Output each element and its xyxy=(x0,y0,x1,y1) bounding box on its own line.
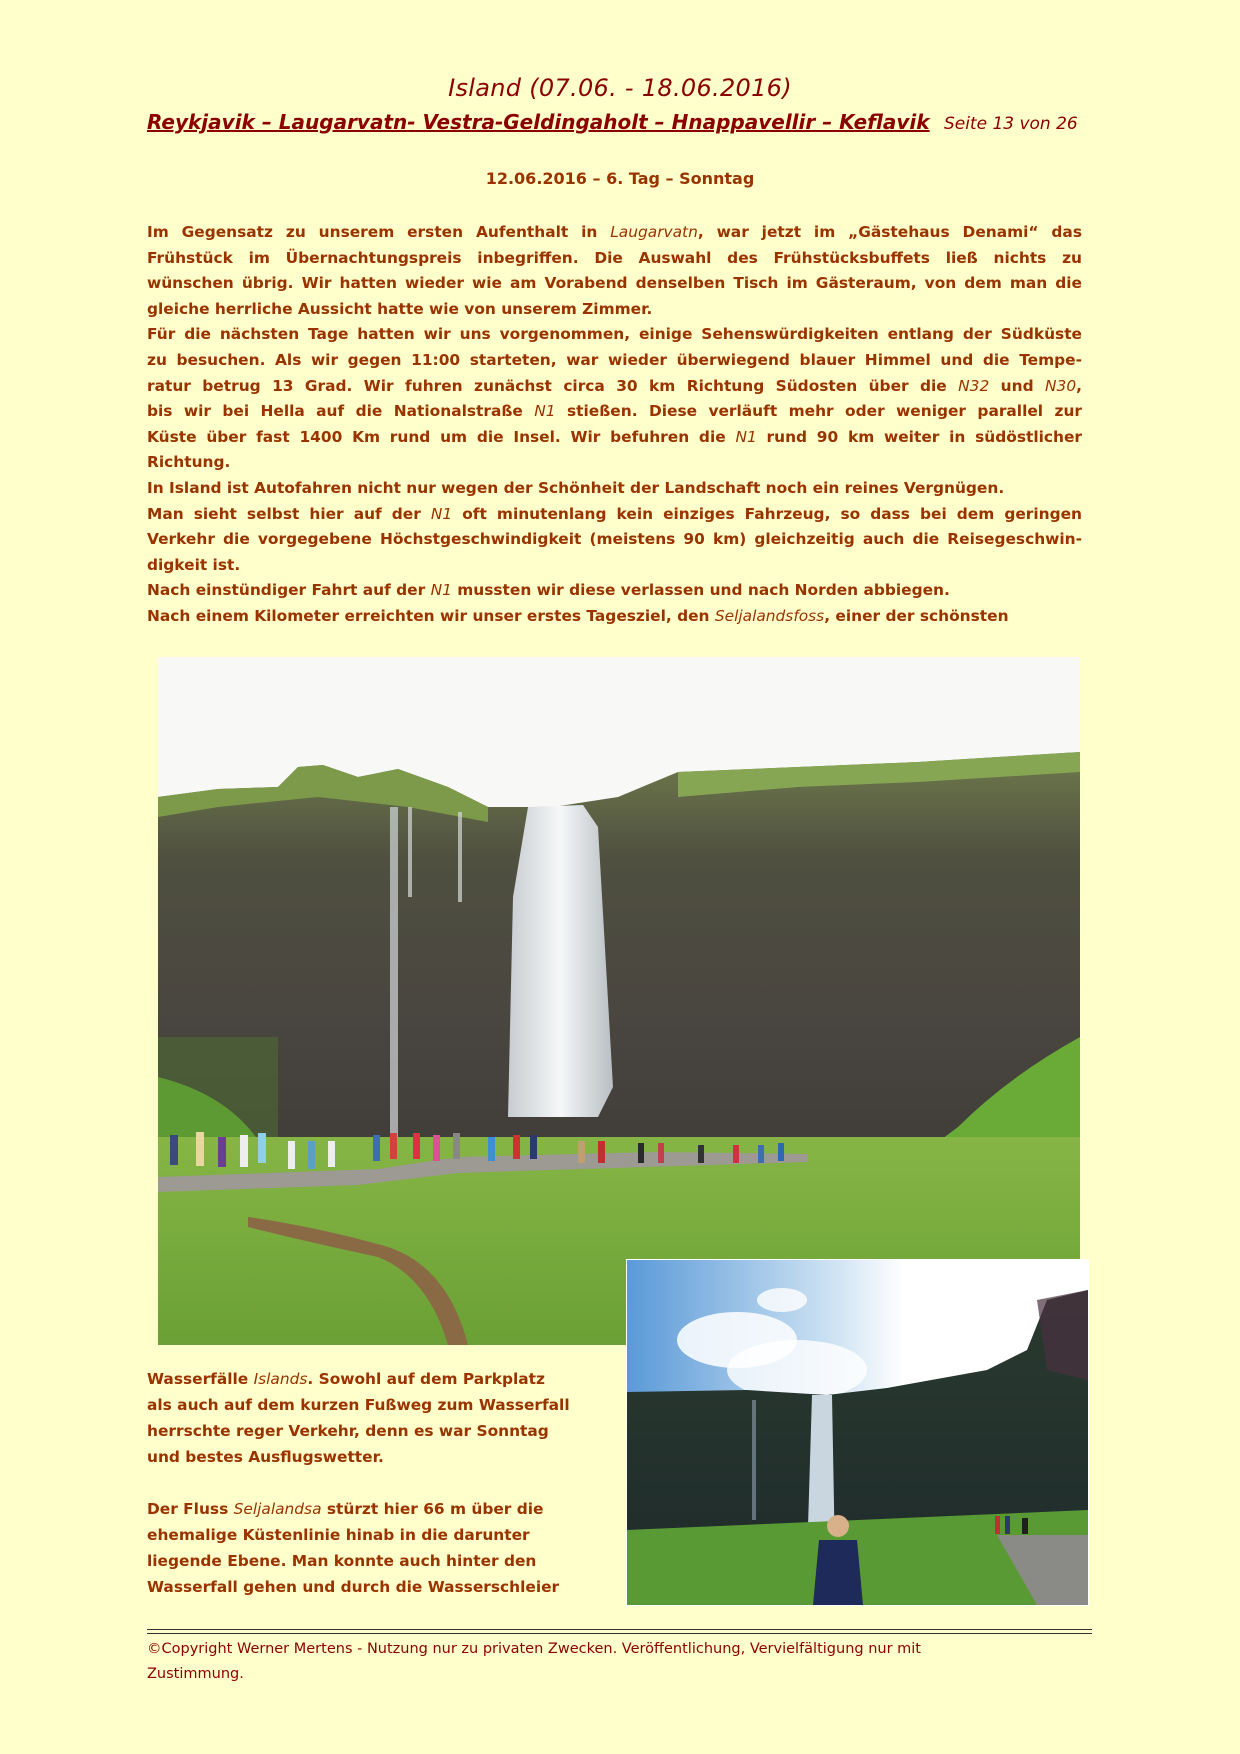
waterfall-photo-main xyxy=(158,657,1080,1345)
italic-term: Seljalandsa xyxy=(233,1500,322,1518)
italic-term: Seljalandsfoss xyxy=(714,606,825,625)
route-subtitle xyxy=(147,110,1097,134)
text-line: Frühstück im Übernachtungspreis inbegriffen. Die Auswahl des Frühstücksbuffets ließ nichts zu xyxy=(147,248,1082,267)
page-indicator: Seite 13 von 26 xyxy=(943,114,1078,134)
day-heading: 12.06.2016 – 6. Tag – Sonntag xyxy=(485,169,755,188)
text-line: Für die nächsten Tage hatten wir uns vorgenommen, einige Sehenswürdigkeiten entlang der Südküste xyxy=(147,325,1082,344)
text-line: In Island ist Autofahren nicht nur wegen der Schönheit der Landschaft noch ein reines Vergnügen. xyxy=(147,478,1005,497)
photo-seljalandsfoss-portrait xyxy=(627,1260,1088,1605)
text-line: Wasserfälle Islands. Sowohl auf dem Parkplatz xyxy=(147,1370,545,1388)
text-line: digkeit ist. xyxy=(147,555,241,574)
italic-term: N1 xyxy=(430,504,453,523)
text-line: und bestes Ausflugswetter. xyxy=(147,1448,384,1466)
text-line: Wasserfall gehen und durch die Wasserschleier xyxy=(147,1578,560,1596)
text-line: ratur betrug 13 Grad. Wir fuhren zunächst circa 30 km Richtung Südosten über die N32 und N30, xyxy=(147,376,1082,395)
paragraph-gap xyxy=(147,1470,607,1496)
text-line: Nach einstündiger Fahrt auf der N1 mussten wir diese verlassen und nach Norden abbiegen. xyxy=(147,581,950,600)
italic-term: N32 xyxy=(958,376,990,395)
text-line: gleiche herrliche Aussicht hatte wie von unserem Zimmer. xyxy=(147,299,653,318)
text-line: Der Fluss Seljalandsa stürzt hier 66 m über die xyxy=(147,1500,544,1518)
photo-seljalandsfoss-main xyxy=(158,657,1080,1345)
italic-term: Laugarvatn xyxy=(610,223,698,241)
italic-term: N1 xyxy=(430,581,452,600)
text-line: Man sieht selbst hier auf der N1 oft minutenlang kein einziges Fahrzeug, so dass bei dem geringen xyxy=(147,504,1083,523)
text-line: Küste über fast 1400 Km rund um die Insel. Wir befuhren die N1 rund 90 km weiter in südöstlicher xyxy=(147,427,1082,446)
body-paragraphs xyxy=(147,220,1082,630)
text-line: Verkehr die vorgegebene Höchstgeschwindigkeit (meistens 90 km) gleichzeitig auch die Reisegeschwin- xyxy=(147,530,1082,549)
text-line: ehemalige Küstenlinie hinab in die darunter xyxy=(147,1526,530,1544)
text-line: Richtung. xyxy=(147,453,231,472)
italic-term: N1 xyxy=(735,427,757,446)
text-line: liegende Ebene. Man konnte auch hinter den xyxy=(147,1552,537,1570)
side-caption-text xyxy=(147,1366,607,1600)
text-line: als auch auf dem kurzen Fußweg zum Wasserfall xyxy=(147,1396,570,1414)
text-line: herrschte reger Verkehr, denn es war Sonntag xyxy=(147,1422,549,1440)
route-text: Reykjavik – Laugarvatn- Vestra-Geldingaholt – Hnappavellir – Keflavik xyxy=(147,110,930,134)
waterfall-photo-small xyxy=(627,1260,1088,1605)
copyright-notice: ©Copyright Werner Mertens - Nutzung nur zu privaten Zwecken. Veröffentlichung, Vervielfältigung nur mit Zustimmung. xyxy=(147,1641,921,1682)
text-line: bis wir bei Hella auf die Nationalstraße N1 stießen. Diese verläuft mehr oder weniger parallel zur xyxy=(147,402,1082,421)
text-line: Nach einem Kilometer erreichten wir unser erstes Tagesziel, den Seljalandsfoss, einer der schönsten xyxy=(147,606,1009,625)
italic-term: N1 xyxy=(534,402,556,421)
text-line: wünschen übrig. Wir hatten wieder wie am Vorabend denselben Tisch im Gästeraum, von dem man die xyxy=(147,274,1082,293)
italic-term: Islands xyxy=(253,1370,308,1388)
document-title: Island (07.06. - 18.06.2016) xyxy=(448,74,792,102)
text-line: Im Gegensatz zu unserem ersten Aufenthalt in Laugarvatn, war jetzt im „Gästehaus Denami“ das xyxy=(147,223,1082,241)
footer-divider xyxy=(147,1629,1092,1634)
italic-term: N30 xyxy=(1045,376,1077,395)
text-line: zu besuchen. Als wir gegen 11:00 starteten, war wieder überwiegend blauer Himmel und die Tempe- xyxy=(147,350,1082,369)
